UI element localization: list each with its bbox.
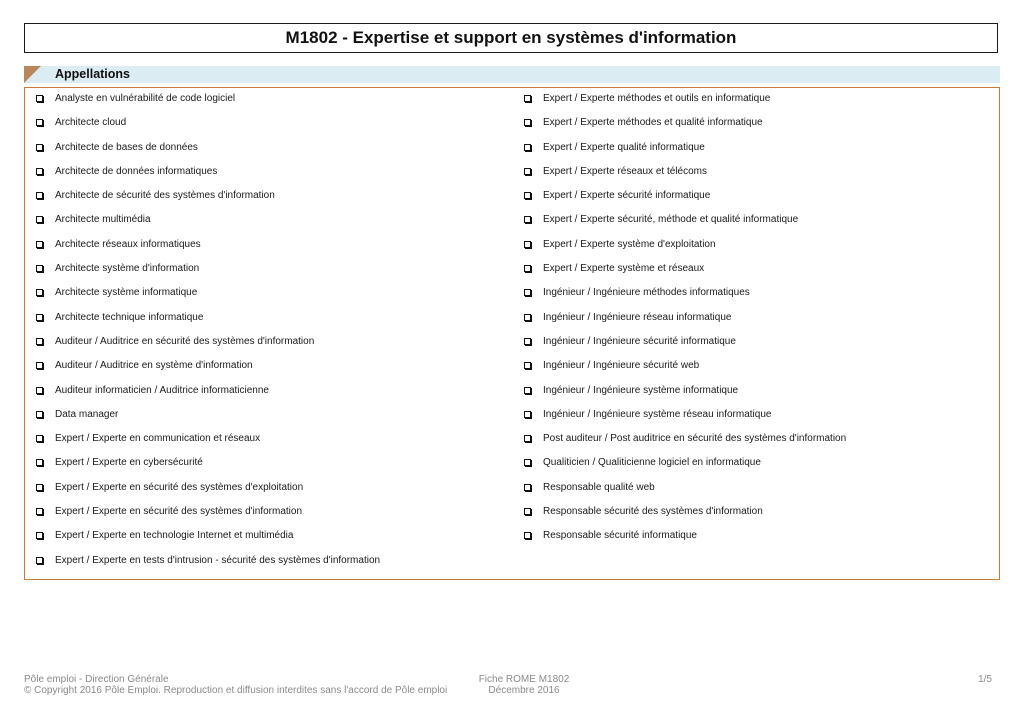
section-title: Appellations (55, 67, 131, 81)
checkbox-bullet-icon (36, 508, 43, 515)
checkbox-bullet-icon (36, 338, 43, 345)
footer-fiche: Fiche ROME M1802 (478, 674, 570, 685)
appellation-label: Expert / Experte en sécurité des systèmes d'information (55, 506, 303, 518)
footer-copyright: © Copyright 2016 Pôle Emploi. Reproduction et diffusion interdites sans l'accord de Pôle emploi (24, 685, 448, 696)
document-title-box (24, 23, 998, 53)
checkbox-bullet-icon (524, 338, 531, 345)
checkbox-bullet-icon (36, 289, 43, 296)
appellation-label: Data manager (55, 408, 119, 420)
appellation-label: Expert / Experte méthodes et qualité informatique (543, 117, 763, 129)
checkbox-bullet-icon (524, 144, 531, 151)
appellation-label: Ingénieur / Ingénieure système réseau informatique (543, 408, 772, 420)
checkbox-bullet-icon (524, 241, 531, 248)
appellation-label: Responsable sécurité des systèmes d'information (543, 506, 763, 518)
appellation-label: Architecte système d'information (55, 263, 200, 275)
checkbox-bullet-icon (524, 314, 531, 321)
appellation-label: Architecte système informatique (55, 287, 198, 299)
checkbox-bullet-icon (36, 362, 43, 369)
appellation-label: Ingénieur / Ingénieure sécurité informatique (543, 335, 736, 347)
appellation-label: Expert / Experte en cybersécurité (55, 457, 203, 469)
appellation-label: Auditeur / Auditrice en système d'information (55, 360, 253, 372)
checkbox-bullet-icon (524, 411, 531, 418)
checkbox-bullet-icon (36, 532, 43, 539)
appellation-label: Architecte de données informatiques (55, 165, 218, 177)
checkbox-bullet-icon (36, 265, 43, 272)
checkbox-bullet-icon (36, 387, 43, 394)
appellation-label: Expert / Experte en technologie Internet et multimédia (55, 530, 294, 542)
checkbox-bullet-icon (36, 119, 43, 126)
appellation-label: Auditeur / Auditrice en sécurité des systèmes d'information (55, 335, 315, 347)
checkbox-bullet-icon (524, 289, 531, 296)
appellation-label: Auditeur informaticien / Auditrice informaticienne (55, 384, 269, 396)
appellation-label: Architecte technique informatique (55, 311, 204, 323)
appellation-label: Ingénieur / Ingénieure réseau informatique (543, 311, 732, 323)
checkbox-bullet-icon (524, 459, 531, 466)
checkbox-bullet-icon (524, 532, 531, 539)
footer-page-number: 1/5 (978, 674, 992, 685)
footer-org: Pôle emploi - Direction Générale (24, 674, 169, 685)
checkbox-bullet-icon (36, 435, 43, 442)
footer-center (450, 674, 598, 696)
checkbox-bullet-icon (36, 95, 43, 102)
appellation-label: Expert / Experte en tests d'intrusion - sécurité des systèmes d'information (55, 554, 381, 566)
appellation-label: Expert / Experte système d'exploitation (543, 238, 716, 250)
footer-date: Décembre 2016 (488, 685, 560, 696)
checkbox-bullet-icon (36, 411, 43, 418)
checkbox-bullet-icon (36, 459, 43, 466)
appellation-label: Architecte multimédia (55, 214, 151, 226)
checkbox-bullet-icon (36, 314, 43, 321)
checkbox-bullet-icon (524, 216, 531, 223)
appellations-list-box (24, 87, 1000, 580)
appellation-label: Expert / Experte réseaux et télécoms (543, 165, 707, 177)
checkbox-bullet-icon (36, 192, 43, 199)
appellation-label: Architecte de sécurité des systèmes d'information (55, 190, 275, 202)
checkbox-bullet-icon (36, 557, 43, 564)
checkbox-bullet-icon (524, 265, 531, 272)
checkbox-bullet-icon (36, 168, 43, 175)
checkbox-bullet-icon (524, 508, 531, 515)
checkbox-bullet-icon (36, 216, 43, 223)
checkbox-bullet-icon (524, 435, 531, 442)
appellation-label: Ingénieur / Ingénieure sécurité web (543, 360, 700, 372)
appellation-label: Architecte cloud (55, 117, 127, 129)
section-header (24, 66, 1000, 83)
appellation-label: Ingénieur / Ingénieure méthodes informatiques (543, 287, 750, 299)
appellation-label: Expert / Experte en sécurité des systèmes d'exploitation (55, 481, 304, 493)
checkbox-bullet-icon (36, 241, 43, 248)
appellation-label: Responsable qualité web (543, 481, 655, 493)
appellation-label: Expert / Experte méthodes et outils en informatique (543, 93, 771, 104)
appellation-label: Ingénieur / Ingénieure système informatique (543, 384, 739, 396)
appellation-label: Expert / Experte sécurité informatique (543, 190, 711, 202)
checkbox-bullet-icon (36, 484, 43, 491)
checkbox-bullet-icon (524, 95, 531, 102)
checkbox-bullet-icon (524, 168, 531, 175)
appellation-label: Responsable sécurité informatique (543, 530, 697, 542)
appellation-label: Analyste en vulnérabilité de code logiciel (55, 93, 236, 104)
section-corner-icon (24, 66, 41, 83)
appellation-label: Qualiticien / Qualiticienne logiciel en informatique (543, 457, 761, 469)
appellation-label: Post auditeur / Post auditrice en sécurité des systèmes d'information (543, 433, 847, 445)
appellation-label: Expert / Experte sécurité, méthode et qualité informatique (543, 214, 799, 226)
appellation-label: Expert / Experte en communication et réseaux (55, 433, 261, 445)
checkbox-bullet-icon (524, 484, 531, 491)
appellation-label: Architecte réseaux informatiques (55, 238, 201, 250)
footer-left (24, 674, 447, 696)
document-title: M1802 - Expertise et support en systèmes d'information (285, 28, 737, 47)
checkbox-bullet-icon (36, 144, 43, 151)
checkbox-bullet-icon (524, 119, 531, 126)
appellation-label: Expert / Experte qualité informatique (543, 141, 705, 153)
checkbox-bullet-icon (524, 192, 531, 199)
checkbox-bullet-icon (524, 387, 531, 394)
appellation-label: Architecte de bases de données (55, 141, 198, 153)
appellation-label: Expert / Experte système et réseaux (543, 263, 705, 275)
checkbox-bullet-icon (524, 362, 531, 369)
